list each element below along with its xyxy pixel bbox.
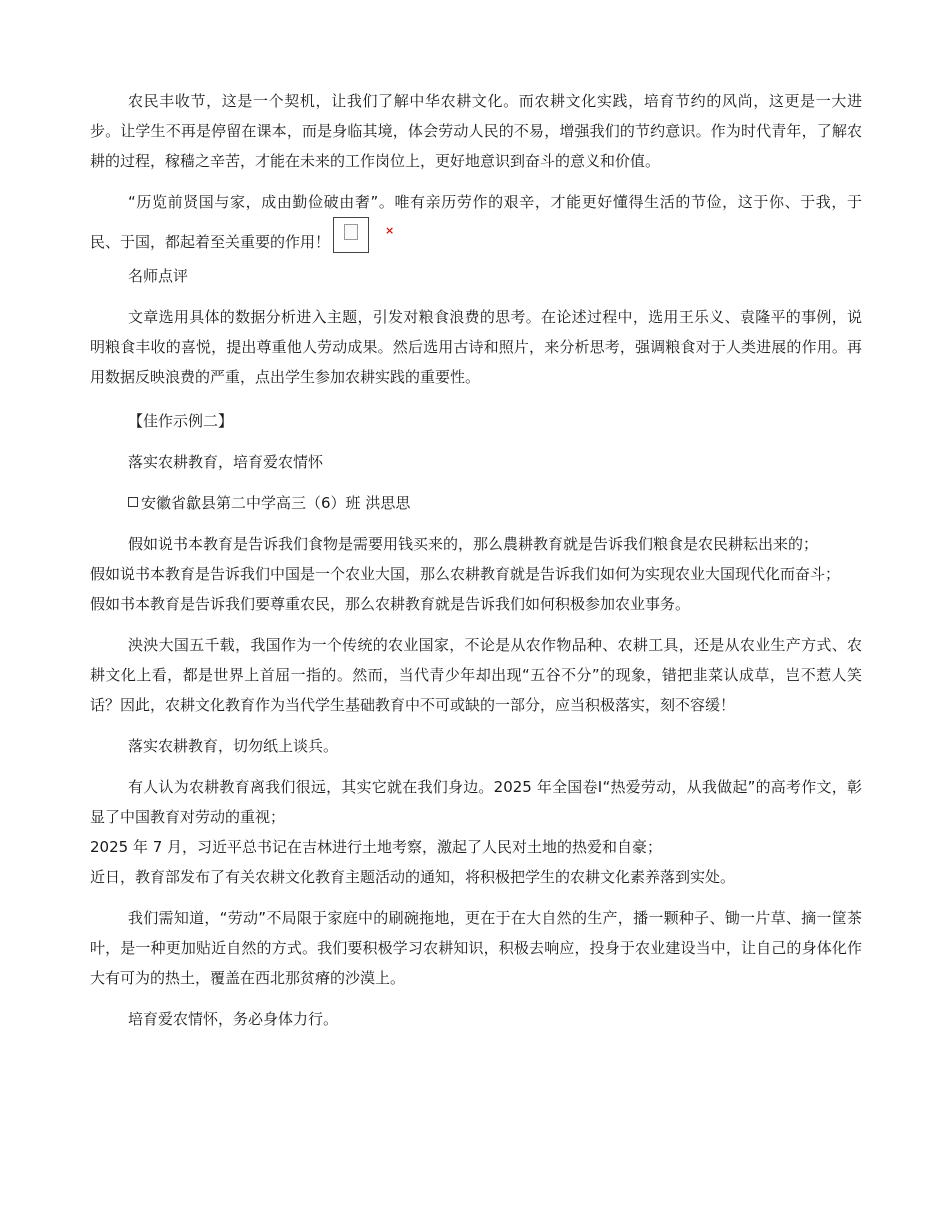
paragraph-labor: 我们需知道，“劳动”不局限于家庭中的刷碗拖地，更在于在大自然的生产，播一颗种子、锄一片草、摘一筐茶叶，是一种更加贴近自然的方式。我们要积极学习农耕知识，积极去响应，投身于农业建设当中，让自己的身体化作大有可为的热土，覆盖在西北那贫瘠的沙漠上。 xyxy=(90,909,862,987)
paragraph-comparison xyxy=(90,529,862,619)
examples-line-2: 2025 年 7 月，习近平总书记在吉林进行土地考察，激起了人民对土地的热爱和自豪； xyxy=(90,838,663,856)
comparison-line-1: 假如说书本教育是告诉我们食物是需要用钱买来的，那么農耕教育就是告诉我们粮食是农民耕耘出来的； xyxy=(128,535,819,553)
paragraph-poem-quote xyxy=(90,187,862,257)
comment-text: 文章选用具体的数据分析进入主题，引发对粮食浪费的思考。在论述过程中，选用王乐义、袁隆平的事例，说明粮食丰收的喜悦，提出尊重他人劳动成果。然后选用古诗和照片，来分析思考，强调粮食对于人类进展的作用。再用数据反映浪费的严重，点出学生参加农耕实践的重要性。 xyxy=(90,308,862,386)
author-line xyxy=(90,488,862,518)
broken-image-icon: × xyxy=(333,217,369,253)
document-page xyxy=(90,86,862,1034)
example-heading: 【佳作示例二】 xyxy=(128,412,234,430)
examples-line-3: 近日，教育部发布了有关农耕文化教育主题活动的通知，将积极把学生的农耕文化素养落到实处。 xyxy=(90,868,736,886)
essay-title: 落实农耕教育，培育爱农情怀 xyxy=(128,453,324,471)
examples-line-1: 有人认为农耕教育离我们很远，其实它就在我们身边。2025 年全国卷Ⅰ“热爱劳动，从我做起”的高考作文，彰显了中国教育对劳动的重视； xyxy=(90,778,862,826)
paragraph-agricultural-nation: 泱泱大国五千载，我国作为一个传统的农业国家，不论是从农作物品种、农耕工具，还是从农业生产方式、农耕文化上看，都是世界上首屈一指的。然而，当代青少年却出现“五谷不分”的现象，错把韭菜认成草，岂不惹人笑话？因此，农耕文化教育作为当代学生基础教育中不可或缺的一部分，应当积极落实，刻不容缓！ xyxy=(90,636,862,714)
square-bullet-icon xyxy=(128,497,138,507)
comparison-line-2: 假如说书本教育是告诉我们中国是一个农业大国，那么农耕教育就是告诉我们如何为实现农业大国现代化而奋斗； xyxy=(90,565,841,583)
subheading-implement: 落实农耕教育，切勿纸上谈兵。 xyxy=(128,737,339,755)
author-text: 安徽省歙县第二中学高三（6）班 洪思思 xyxy=(141,494,411,512)
paragraph-poem-quote-text: “历览前贤国与家，成由勤俭破由奢”。唯有亲历劳作的艰辛，才能更好懂得生活的节俭，这于你、于我，于民、于国，都起着至关重要的作用！ xyxy=(90,193,862,251)
paragraph-examples xyxy=(90,772,862,892)
paragraph-harvest-festival: 农民丰收节，这是一个契机，让我们了解中华农耕文化。而农耕文化实践，培育节约的风尚，这更是一大进步。让学生不再是停留在课本，而是身临其境，体会劳动人民的不易，增强我们的节约意识。作为时代青年，了解农耕的过程，稼穑之辛苦，才能在未来的工作岗位上，更好地意识到奋斗的意义和价值。 xyxy=(90,92,862,170)
comment-heading: 名师点评 xyxy=(128,267,189,285)
subheading-cultivate: 培育爱农情怀，务必身体力行。 xyxy=(128,1010,339,1028)
comparison-line-3: 假如书本教育是告诉我们要尊重农民，那么农耕教育就是告诉我们如何积极参加农业事务。 xyxy=(90,595,691,613)
